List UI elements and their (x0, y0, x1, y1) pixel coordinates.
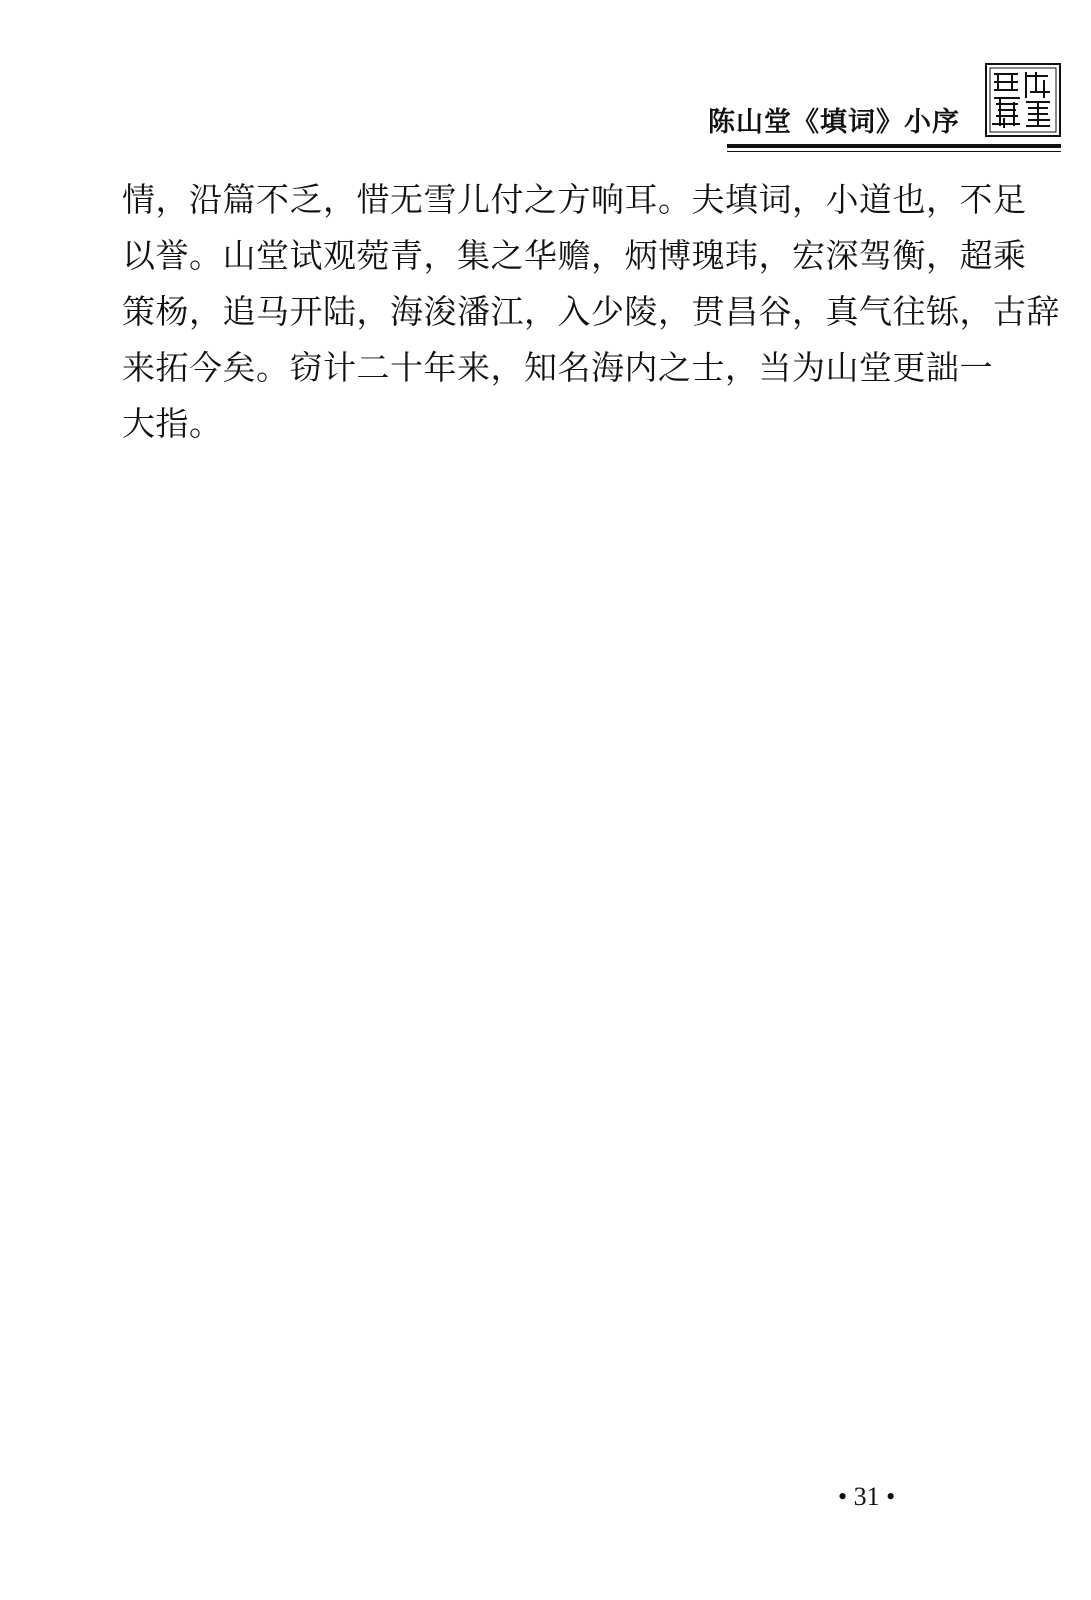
page-number: • 31 • (838, 1482, 896, 1511)
body-line-4: 来拓今矣。窃计二十年来，知名海内之士，当为山堂更詘一 (122, 348, 993, 387)
body-line-3: 策杨，追马开陆，海浚潘江，入少陵，贯昌谷，真气往铄，古辞 (122, 292, 1060, 331)
body-line-1: 情，沿篇不乏，惜无雪儿付之方响耳。夫填词，小道也，不足 (122, 180, 1027, 219)
body-line-2: 以誉。山堂试观菀青，集之华赡，炳博瑰玮，宏深驾衡，超乘 (122, 236, 1027, 275)
seal-stamp-icon (984, 62, 1062, 138)
body-paragraph (122, 172, 1060, 452)
header-rule-thin (727, 151, 1061, 152)
body-line-5: 大指。 (122, 404, 223, 443)
header-rule-thick (727, 144, 1061, 148)
running-header-title: 陈山堂《填词》小序 (708, 107, 960, 138)
